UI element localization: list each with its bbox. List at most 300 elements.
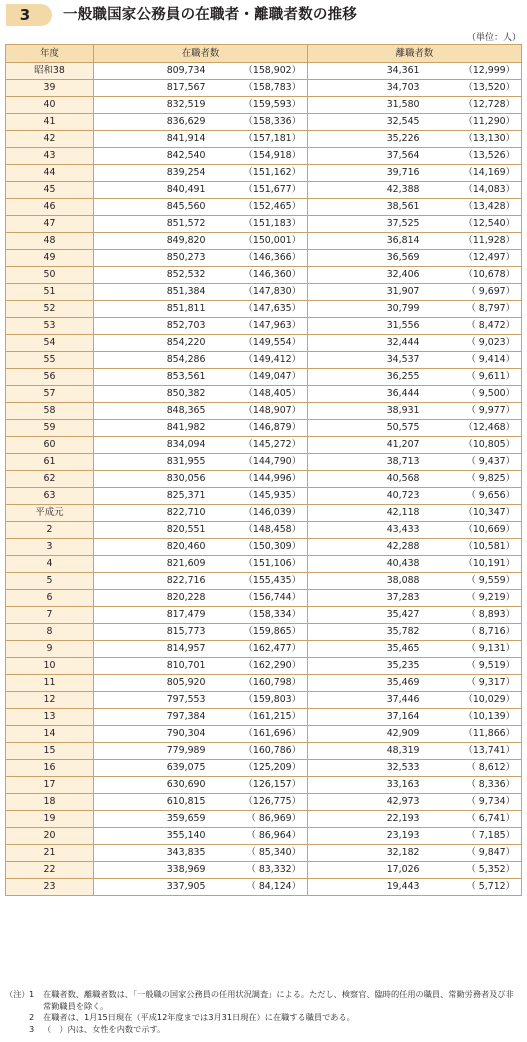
cell-employed-women: （146,360） bbox=[208, 267, 308, 284]
cell-separated-women: （13,130） bbox=[422, 131, 522, 148]
cell-separated: 23,193 bbox=[308, 828, 422, 845]
note-number: 1 bbox=[29, 989, 35, 999]
note-item bbox=[5, 1012, 521, 1024]
cell-year: 42 bbox=[6, 131, 94, 148]
cell-separated: 35,782 bbox=[308, 624, 422, 641]
cell-employed: 822,710 bbox=[94, 505, 208, 522]
cell-separated: 38,931 bbox=[308, 403, 422, 420]
note-text: （ ）内は、女性を内数で示す。 bbox=[43, 1023, 166, 1034]
cell-separated-women: （ 9,697） bbox=[422, 284, 522, 301]
cell-employed: 337,905 bbox=[94, 879, 208, 896]
cell-separated: 39,716 bbox=[308, 165, 422, 182]
cell-employed-women: （158,334） bbox=[208, 607, 308, 624]
cell-year: 41 bbox=[6, 114, 94, 131]
cell-employed-women: （144,996） bbox=[208, 471, 308, 488]
cell-employed-women: （146,366） bbox=[208, 250, 308, 267]
table-row bbox=[6, 760, 522, 777]
cell-employed-women: （144,790） bbox=[208, 454, 308, 471]
cell-separated: 35,226 bbox=[308, 131, 422, 148]
cell-separated: 31,556 bbox=[308, 318, 422, 335]
column-header-year: 年度 bbox=[6, 45, 94, 63]
cell-employed-women: （149,047） bbox=[208, 369, 308, 386]
cell-employed-women: （149,554） bbox=[208, 335, 308, 352]
cell-employed: 338,969 bbox=[94, 862, 208, 879]
cell-separated-women: （ 9,317） bbox=[422, 675, 522, 692]
cell-separated: 36,814 bbox=[308, 233, 422, 250]
cell-separated-women: （ 6,741） bbox=[422, 811, 522, 828]
cell-separated-women: （ 9,734） bbox=[422, 794, 522, 811]
cell-separated: 34,361 bbox=[308, 63, 422, 80]
cell-year: 16 bbox=[6, 760, 94, 777]
cell-year: 63 bbox=[6, 488, 94, 505]
cell-separated: 30,799 bbox=[308, 301, 422, 318]
cell-employed: 849,820 bbox=[94, 233, 208, 250]
cell-separated-women: （11,928） bbox=[422, 233, 522, 250]
cell-employed: 851,572 bbox=[94, 216, 208, 233]
table-row bbox=[6, 726, 522, 743]
table-row bbox=[6, 437, 522, 454]
table-row bbox=[6, 80, 522, 97]
cell-separated: 37,283 bbox=[308, 590, 422, 607]
cell-separated-women: （12,999） bbox=[422, 63, 522, 80]
note-number: 3 bbox=[29, 1023, 35, 1034]
cell-separated: 37,564 bbox=[308, 148, 422, 165]
cell-separated-women: （ 9,559） bbox=[422, 573, 522, 590]
table-row bbox=[6, 250, 522, 267]
cell-year: 59 bbox=[6, 420, 94, 437]
cell-separated-women: （ 9,977） bbox=[422, 403, 522, 420]
cell-employed-women: （161,696） bbox=[208, 726, 308, 743]
cell-year: 50 bbox=[6, 267, 94, 284]
cell-separated: 36,255 bbox=[308, 369, 422, 386]
cell-year: 49 bbox=[6, 250, 94, 267]
cell-employed: 848,365 bbox=[94, 403, 208, 420]
cell-employed: 854,286 bbox=[94, 352, 208, 369]
cell-employed: 359,659 bbox=[94, 811, 208, 828]
table-row bbox=[6, 131, 522, 148]
cell-separated: 41,207 bbox=[308, 437, 422, 454]
cell-year: 18 bbox=[6, 794, 94, 811]
cell-separated: 50,575 bbox=[308, 420, 422, 437]
cell-separated: 22,193 bbox=[308, 811, 422, 828]
table-row bbox=[6, 471, 522, 488]
cell-year: 61 bbox=[6, 454, 94, 471]
cell-year: 52 bbox=[6, 301, 94, 318]
cell-year: 53 bbox=[6, 318, 94, 335]
cell-separated-women: （10,669） bbox=[422, 522, 522, 539]
cell-year: 平成元 bbox=[6, 505, 94, 522]
cell-separated-women: （ 5,352） bbox=[422, 862, 522, 879]
cell-employed-women: （161,215） bbox=[208, 709, 308, 726]
cell-year: 2 bbox=[6, 522, 94, 539]
cell-employed-women: （160,786） bbox=[208, 743, 308, 760]
cell-separated: 35,427 bbox=[308, 607, 422, 624]
cell-employed: 840,491 bbox=[94, 182, 208, 199]
cell-separated-women: （11,290） bbox=[422, 114, 522, 131]
cell-year: 54 bbox=[6, 335, 94, 352]
cell-employed-women: （148,405） bbox=[208, 386, 308, 403]
table-row bbox=[6, 675, 522, 692]
cell-employed: 639,075 bbox=[94, 760, 208, 777]
cell-employed: 832,519 bbox=[94, 97, 208, 114]
column-header-separated: 離職者数 bbox=[308, 45, 522, 63]
cell-employed-women: （145,272） bbox=[208, 437, 308, 454]
cell-year: 56 bbox=[6, 369, 94, 386]
cell-year: 13 bbox=[6, 709, 94, 726]
table-row bbox=[6, 63, 522, 80]
cell-year: 45 bbox=[6, 182, 94, 199]
cell-employed: 836,629 bbox=[94, 114, 208, 131]
table-row bbox=[6, 386, 522, 403]
cell-separated-women: （ 9,437） bbox=[422, 454, 522, 471]
cell-separated-women: （ 9,131） bbox=[422, 641, 522, 658]
cell-separated: 42,909 bbox=[308, 726, 422, 743]
cell-separated: 38,088 bbox=[308, 573, 422, 590]
cell-employed: 852,703 bbox=[94, 318, 208, 335]
cell-separated: 37,164 bbox=[308, 709, 422, 726]
cell-separated-women: （12,540） bbox=[422, 216, 522, 233]
cell-separated: 38,561 bbox=[308, 199, 422, 216]
cell-separated: 37,525 bbox=[308, 216, 422, 233]
cell-year: 55 bbox=[6, 352, 94, 369]
table-row bbox=[6, 828, 522, 845]
cell-separated-women: （ 9,847） bbox=[422, 845, 522, 862]
cell-separated: 42,118 bbox=[308, 505, 422, 522]
cell-separated-women: （ 9,519） bbox=[422, 658, 522, 675]
cell-separated-women: （ 8,893） bbox=[422, 607, 522, 624]
cell-year: 39 bbox=[6, 80, 94, 97]
cell-separated-women: （12,728） bbox=[422, 97, 522, 114]
cell-employed-women: （ 86,964） bbox=[208, 828, 308, 845]
cell-year: 46 bbox=[6, 199, 94, 216]
cell-separated-women: （ 9,825） bbox=[422, 471, 522, 488]
table-row bbox=[6, 522, 522, 539]
cell-employed: 842,540 bbox=[94, 148, 208, 165]
cell-separated: 32,545 bbox=[308, 114, 422, 131]
table-row bbox=[6, 590, 522, 607]
cell-employed-women: （152,465） bbox=[208, 199, 308, 216]
cell-employed: 851,384 bbox=[94, 284, 208, 301]
cell-employed: 797,553 bbox=[94, 692, 208, 709]
cell-year: 14 bbox=[6, 726, 94, 743]
cell-separated: 31,580 bbox=[308, 97, 422, 114]
cell-employed: 343,835 bbox=[94, 845, 208, 862]
cell-separated: 34,537 bbox=[308, 352, 422, 369]
cell-employed-women: （155,435） bbox=[208, 573, 308, 590]
cell-employed-women: （ 86,969） bbox=[208, 811, 308, 828]
cell-separated: 35,469 bbox=[308, 675, 422, 692]
cell-year: 43 bbox=[6, 148, 94, 165]
table-row bbox=[6, 658, 522, 675]
cell-employed-women: （151,106） bbox=[208, 556, 308, 573]
cell-separated: 40,438 bbox=[308, 556, 422, 573]
table-row bbox=[6, 505, 522, 522]
table-header-row bbox=[6, 45, 522, 63]
cell-employed-women: （149,412） bbox=[208, 352, 308, 369]
note-item bbox=[5, 1024, 521, 1036]
cell-separated-women: （10,678） bbox=[422, 267, 522, 284]
cell-employed: 779,989 bbox=[94, 743, 208, 760]
cell-year: 47 bbox=[6, 216, 94, 233]
cell-employed: 822,716 bbox=[94, 573, 208, 590]
cell-year: 昭和38 bbox=[6, 63, 94, 80]
cell-separated-women: （13,520） bbox=[422, 80, 522, 97]
cell-employed-women: （147,830） bbox=[208, 284, 308, 301]
cell-separated-women: （11,866） bbox=[422, 726, 522, 743]
cell-employed-women: （157,181） bbox=[208, 131, 308, 148]
table-row bbox=[6, 692, 522, 709]
cell-employed-women: （159,803） bbox=[208, 692, 308, 709]
section-header bbox=[6, 4, 521, 28]
cell-separated-women: （10,347） bbox=[422, 505, 522, 522]
table-row bbox=[6, 352, 522, 369]
cell-separated: 17,026 bbox=[308, 862, 422, 879]
table-row bbox=[6, 165, 522, 182]
table-row bbox=[6, 777, 522, 794]
cell-employed: 815,773 bbox=[94, 624, 208, 641]
cell-year: 7 bbox=[6, 607, 94, 624]
cell-employed: 821,609 bbox=[94, 556, 208, 573]
cell-separated-women: （10,581） bbox=[422, 539, 522, 556]
cell-separated: 40,568 bbox=[308, 471, 422, 488]
cell-separated-women: （ 9,414） bbox=[422, 352, 522, 369]
cell-year: 5 bbox=[6, 573, 94, 590]
cell-employed: 814,957 bbox=[94, 641, 208, 658]
table-row bbox=[6, 420, 522, 437]
cell-year: 21 bbox=[6, 845, 94, 862]
table-row bbox=[6, 811, 522, 828]
cell-separated: 34,703 bbox=[308, 80, 422, 97]
cell-employed-women: （158,783） bbox=[208, 80, 308, 97]
cell-employed-women: （126,775） bbox=[208, 794, 308, 811]
cell-employed-women: （147,963） bbox=[208, 318, 308, 335]
cell-year: 20 bbox=[6, 828, 94, 845]
table-row bbox=[6, 709, 522, 726]
cell-separated-women: （13,428） bbox=[422, 199, 522, 216]
cell-separated-women: （ 5,712） bbox=[422, 879, 522, 896]
note-text: 在職者は、1月15日現在（平成12年度までは3月31日現在）に在職する職員である。 bbox=[43, 1012, 355, 1022]
cell-employed-women: （126,157） bbox=[208, 777, 308, 794]
cell-separated: 32,444 bbox=[308, 335, 422, 352]
cell-employed-women: （146,879） bbox=[208, 420, 308, 437]
cell-employed: 630,690 bbox=[94, 777, 208, 794]
table-row bbox=[6, 182, 522, 199]
table-row bbox=[6, 488, 522, 505]
cell-separated: 36,569 bbox=[308, 250, 422, 267]
cell-year: 51 bbox=[6, 284, 94, 301]
cell-year: 4 bbox=[6, 556, 94, 573]
table-row bbox=[6, 607, 522, 624]
cell-employed-women: （145,935） bbox=[208, 488, 308, 505]
cell-employed-women: （ 85,340） bbox=[208, 845, 308, 862]
table-row bbox=[6, 743, 522, 760]
page-title: 一般職国家公務員の在職者・離職者数の推移 bbox=[63, 7, 357, 23]
cell-employed-women: （147,635） bbox=[208, 301, 308, 318]
cell-year: 8 bbox=[6, 624, 94, 641]
table-row bbox=[6, 845, 522, 862]
cell-separated: 19,443 bbox=[308, 879, 422, 896]
cell-separated-women: （10,191） bbox=[422, 556, 522, 573]
cell-employed: 820,228 bbox=[94, 590, 208, 607]
cell-employed-women: （159,865） bbox=[208, 624, 308, 641]
cell-employed-women: （151,162） bbox=[208, 165, 308, 182]
cell-year: 6 bbox=[6, 590, 94, 607]
cell-employed-women: （162,290） bbox=[208, 658, 308, 675]
table-row bbox=[6, 335, 522, 352]
cell-employed-women: （160,798） bbox=[208, 675, 308, 692]
table-row bbox=[6, 284, 522, 301]
cell-employed: 830,056 bbox=[94, 471, 208, 488]
cell-employed: 817,479 bbox=[94, 607, 208, 624]
table-row bbox=[6, 97, 522, 114]
cell-separated-women: （14,169） bbox=[422, 165, 522, 182]
cell-employed-women: （154,918） bbox=[208, 148, 308, 165]
cell-employed: 854,220 bbox=[94, 335, 208, 352]
cell-employed: 853,561 bbox=[94, 369, 208, 386]
unit-label: （単位：人） bbox=[466, 33, 521, 43]
cell-employed: 825,371 bbox=[94, 488, 208, 505]
table-row bbox=[6, 862, 522, 879]
cell-year: 60 bbox=[6, 437, 94, 454]
cell-separated-women: （ 8,612） bbox=[422, 760, 522, 777]
cell-employed: 852,532 bbox=[94, 267, 208, 284]
cell-employed: 790,304 bbox=[94, 726, 208, 743]
cell-year: 12 bbox=[6, 692, 94, 709]
note-item bbox=[5, 989, 521, 1012]
cell-employed-women: （151,677） bbox=[208, 182, 308, 199]
notes bbox=[5, 989, 521, 1035]
table-row bbox=[6, 794, 522, 811]
cell-employed: 841,982 bbox=[94, 420, 208, 437]
cell-year: 22 bbox=[6, 862, 94, 879]
cell-year: 48 bbox=[6, 233, 94, 250]
cell-separated: 35,465 bbox=[308, 641, 422, 658]
cell-separated: 42,388 bbox=[308, 182, 422, 199]
cell-employed: 839,254 bbox=[94, 165, 208, 182]
cell-separated-women: （13,741） bbox=[422, 743, 522, 760]
cell-separated-women: （10,805） bbox=[422, 437, 522, 454]
cell-employed-women: （ 84,124） bbox=[208, 879, 308, 896]
cell-separated: 42,973 bbox=[308, 794, 422, 811]
cell-year: 3 bbox=[6, 539, 94, 556]
cell-year: 11 bbox=[6, 675, 94, 692]
cell-employed-women: （151,183） bbox=[208, 216, 308, 233]
cell-year: 40 bbox=[6, 97, 94, 114]
cell-employed: 817,567 bbox=[94, 80, 208, 97]
cell-separated-women: （ 8,716） bbox=[422, 624, 522, 641]
table-row bbox=[6, 624, 522, 641]
cell-employed: 841,914 bbox=[94, 131, 208, 148]
notes-lead: （注） bbox=[5, 989, 30, 999]
section-number: 3 bbox=[19, 6, 31, 24]
table-row bbox=[6, 148, 522, 165]
cell-separated-women: （12,468） bbox=[422, 420, 522, 437]
cell-separated: 32,406 bbox=[308, 267, 422, 284]
cell-separated: 32,182 bbox=[308, 845, 422, 862]
cell-employed: 851,811 bbox=[94, 301, 208, 318]
cell-separated-women: （12,497） bbox=[422, 250, 522, 267]
cell-separated-women: （ 8,336） bbox=[422, 777, 522, 794]
cell-separated-women: （14,083） bbox=[422, 182, 522, 199]
cell-employed: 845,560 bbox=[94, 199, 208, 216]
cell-employed: 610,815 bbox=[94, 794, 208, 811]
cell-separated: 36,444 bbox=[308, 386, 422, 403]
cell-separated: 33,163 bbox=[308, 777, 422, 794]
table-row bbox=[6, 539, 522, 556]
cell-separated-women: （ 7,185） bbox=[422, 828, 522, 845]
staff-table bbox=[5, 44, 522, 896]
cell-employed: 809,734 bbox=[94, 63, 208, 80]
cell-employed-women: （148,907） bbox=[208, 403, 308, 420]
table-row bbox=[6, 879, 522, 896]
table-row bbox=[6, 369, 522, 386]
cell-employed: 834,094 bbox=[94, 437, 208, 454]
cell-employed: 820,551 bbox=[94, 522, 208, 539]
cell-separated-women: （10,029） bbox=[422, 692, 522, 709]
column-header-employed: 在職者数 bbox=[94, 45, 308, 63]
cell-year: 62 bbox=[6, 471, 94, 488]
table-row bbox=[6, 573, 522, 590]
cell-employed: 831,955 bbox=[94, 454, 208, 471]
cell-year: 58 bbox=[6, 403, 94, 420]
cell-employed: 355,140 bbox=[94, 828, 208, 845]
note-number: 2 bbox=[29, 1012, 35, 1022]
cell-employed-women: （148,458） bbox=[208, 522, 308, 539]
cell-employed: 810,701 bbox=[94, 658, 208, 675]
cell-employed: 850,382 bbox=[94, 386, 208, 403]
cell-separated-women: （ 8,797） bbox=[422, 301, 522, 318]
cell-separated: 40,723 bbox=[308, 488, 422, 505]
cell-separated: 35,235 bbox=[308, 658, 422, 675]
note-text: 在職者数、離職者数は、「一般職の国家公務員の任用状況調査」による。ただし、検察官、臨時的任用の職員、常勤労務者及び非常勤職員を除く。 bbox=[43, 989, 514, 1011]
cell-employed: 797,384 bbox=[94, 709, 208, 726]
cell-separated: 43,433 bbox=[308, 522, 422, 539]
table-row bbox=[6, 403, 522, 420]
cell-employed: 820,460 bbox=[94, 539, 208, 556]
cell-year: 57 bbox=[6, 386, 94, 403]
table-row bbox=[6, 267, 522, 284]
table-body bbox=[6, 63, 522, 896]
table-row bbox=[6, 199, 522, 216]
cell-separated-women: （ 9,219） bbox=[422, 590, 522, 607]
cell-employed-women: （125,209） bbox=[208, 760, 308, 777]
cell-employed: 850,273 bbox=[94, 250, 208, 267]
table-row bbox=[6, 641, 522, 658]
cell-year: 23 bbox=[6, 879, 94, 896]
table-row bbox=[6, 216, 522, 233]
cell-employed-women: （ 83,332） bbox=[208, 862, 308, 879]
section-number-badge bbox=[6, 4, 52, 26]
cell-employed-women: （158,336） bbox=[208, 114, 308, 131]
cell-employed-women: （162,477） bbox=[208, 641, 308, 658]
cell-separated: 42,288 bbox=[308, 539, 422, 556]
table-row bbox=[6, 301, 522, 318]
cell-year: 9 bbox=[6, 641, 94, 658]
cell-year: 44 bbox=[6, 165, 94, 182]
cell-employed-women: （159,593） bbox=[208, 97, 308, 114]
cell-employed-women: （158,902） bbox=[208, 63, 308, 80]
cell-separated-women: （13,526） bbox=[422, 148, 522, 165]
cell-separated: 31,907 bbox=[308, 284, 422, 301]
cell-separated-women: （ 9,611） bbox=[422, 369, 522, 386]
cell-year: 10 bbox=[6, 658, 94, 675]
cell-employed: 805,920 bbox=[94, 675, 208, 692]
cell-year: 19 bbox=[6, 811, 94, 828]
cell-separated: 38,713 bbox=[308, 454, 422, 471]
cell-separated-women: （10,139） bbox=[422, 709, 522, 726]
table-row bbox=[6, 556, 522, 573]
cell-separated: 48,319 bbox=[308, 743, 422, 760]
